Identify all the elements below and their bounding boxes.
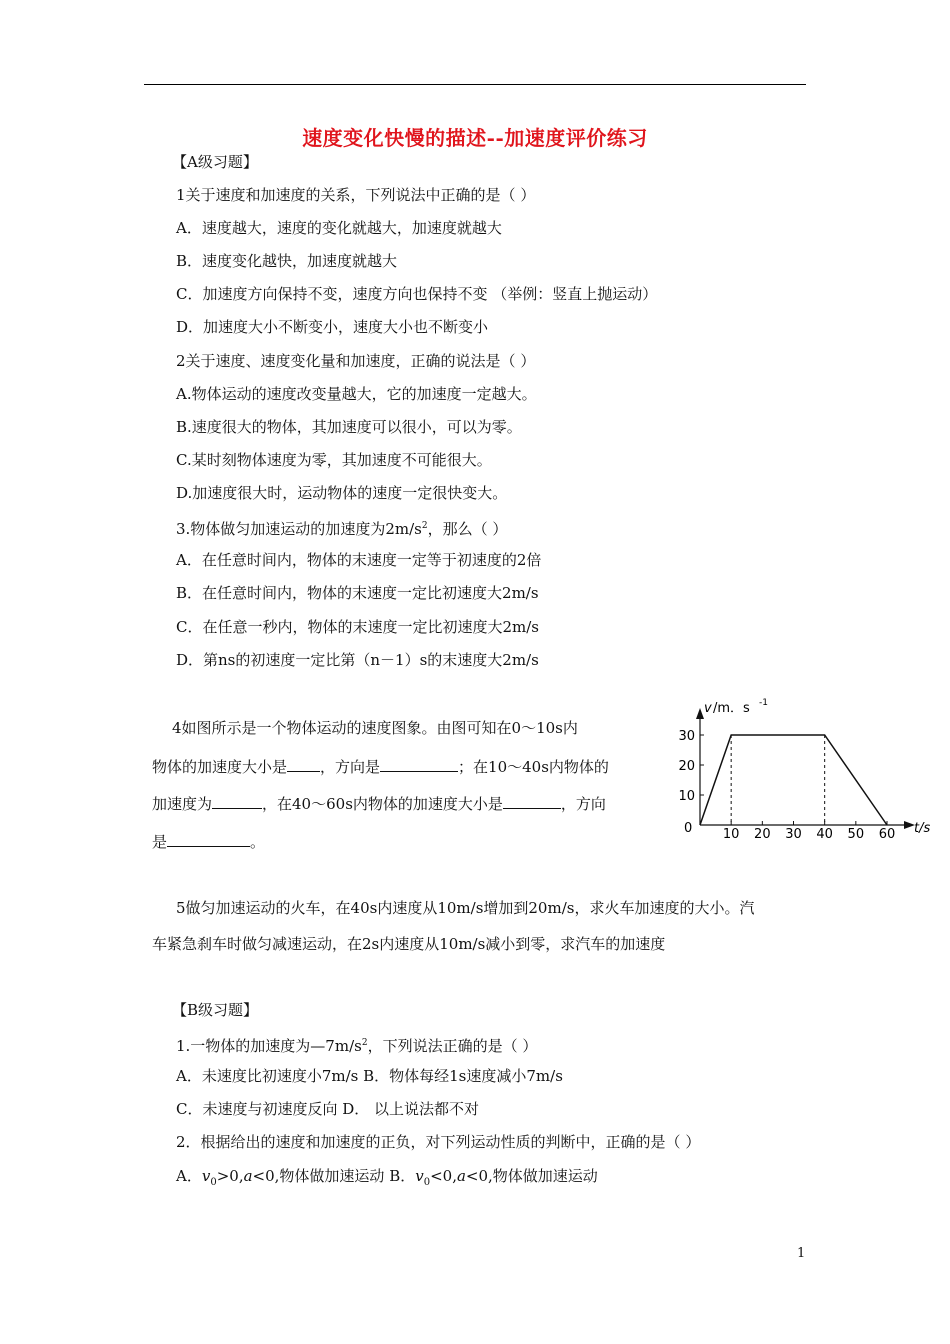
- b-q2-stem: 2．根据给出的速度和加速度的正负，对下列运动性质的判断中，正确的是（ ）: [176, 1133, 701, 1151]
- q4-text: ；在10～40s内物体的: [458, 758, 609, 776]
- q3-option-d: D．第ns的初速度一定比第（n－1）s的末速度大2m/s: [176, 651, 539, 669]
- velocity-subscript: 0: [423, 1177, 431, 1188]
- y-tick-label: 20: [678, 759, 695, 774]
- x-tick-label: 40: [816, 827, 833, 842]
- q4-text: 加速度为: [152, 795, 213, 813]
- x-tick-label: 30: [785, 827, 802, 842]
- velocity-symbol: v: [201, 1167, 211, 1185]
- q4-line-3: [152, 792, 606, 814]
- x-tick-label: 50: [847, 827, 865, 842]
- q2-option-c: C.某时刻物体速度为零，其加速度不可能很大。: [176, 451, 492, 469]
- q3-stem-end: ，那么（ ）: [427, 520, 508, 538]
- y-axis-label-exponent: -1: [759, 698, 768, 708]
- q4-text: ，方向: [560, 795, 606, 813]
- b-q1-stem-text: 1.一物体的加速度为—7m/s: [176, 1037, 362, 1055]
- q4-line-4: [152, 830, 265, 852]
- x-tick-label: 60: [878, 827, 896, 842]
- q1-option-d: D．加速度大小不断变小，速度大小也不断变小: [176, 318, 489, 336]
- q3-option-a: A．在任意时间内，物体的末速度一定等于初速度的2倍: [176, 551, 542, 569]
- x-tick-label: 10: [722, 827, 740, 842]
- q4-line-2: [152, 755, 609, 777]
- velocity-time-chart: [676, 693, 940, 843]
- q3-stem-superscript: 2: [421, 521, 428, 531]
- origin-label: 0: [684, 821, 693, 836]
- q1-option-a: A．速度越大，速度的变化就越大，加速度就越大: [176, 219, 502, 237]
- q2-stem: 2关于速度、速度变化量和加速度，正确的说法是（ ）: [176, 352, 536, 370]
- answer-blank[interactable]: [503, 792, 561, 809]
- q1-stem: 1关于速度和加速度的关系，下列说法中正确的是（ ）: [176, 186, 536, 204]
- q3-stem-text: 3.物体做匀加速运动的加速度为2m/s: [176, 520, 422, 538]
- header-rule: [144, 84, 806, 85]
- answer-blank[interactable]: [287, 755, 320, 772]
- q4-text: 物体的加速度大小是: [152, 758, 288, 776]
- section-a-heading: 【A级习题】: [172, 153, 258, 171]
- q2-option-b: B.速度很大的物体，其加速度可以很小，可以为零。: [176, 418, 522, 436]
- q2-option-a: A.物体运动的速度改变量越大，它的加速度一定越大。: [176, 385, 537, 403]
- b-q1-options-ab: A．未速度比初速度小7m/s B．物体每经1s速度减小7m/s: [176, 1067, 563, 1085]
- q5-line-1: 5做匀加速运动的火车，在40s内速度从10m/s增加到20m/s，求火车加速度的大小。汽: [176, 899, 755, 917]
- b-q1-options-cd: C．未速度与初速度反向 D． 以上说法都不对: [176, 1100, 480, 1118]
- x-tick-label: 20: [754, 827, 771, 842]
- q4-text: ，在40～60s内物体的加速度大小是: [262, 795, 503, 813]
- q1-option-b: B．速度变化越快，加速度就越大: [176, 252, 398, 270]
- option-text: A．: [176, 1167, 202, 1185]
- q4-text: 。: [250, 833, 266, 851]
- b-q1-stem-superscript: 2: [361, 1038, 368, 1048]
- y-tick-label: 10: [678, 789, 695, 804]
- page-title: 速度变化快慢的描述--加速度评价练习: [302, 126, 648, 150]
- q3-stem: [176, 516, 507, 539]
- b-q2-options-ab: [176, 1166, 598, 1193]
- acceleration-symbol: a: [456, 1167, 466, 1185]
- velocity-symbol: v: [415, 1167, 424, 1185]
- q2-option-d: D.加速度很大时，运动物体的速度一定很快变大。: [176, 484, 508, 502]
- b-q1-stem: [176, 1033, 537, 1056]
- answer-blank[interactable]: [167, 830, 250, 847]
- option-text: <0,物体做加速运动 B．: [252, 1167, 416, 1185]
- b-q1-stem-end: ，下列说法正确的是（ ）: [367, 1037, 538, 1055]
- q4-line-1: 4如图所示是一个物体运动的速度图象。由图可知在0～10s内: [172, 719, 578, 737]
- y-tick-label: 30: [678, 729, 695, 744]
- q1-option-c: C．加速度方向保持不变，速度方向也保持不变 （举例：竖直上抛运动）: [176, 285, 658, 303]
- acceleration-symbol: a: [243, 1167, 253, 1185]
- y-axis-arrow: [696, 708, 704, 719]
- answer-blank[interactable]: [380, 755, 458, 772]
- velocity-line-series: [700, 735, 887, 825]
- q4-text: ，方向是: [320, 758, 381, 776]
- q3-option-b: B．在任意时间内，物体的末速度一定比初速度大2m/s: [176, 584, 539, 602]
- option-text: <0,: [430, 1167, 457, 1185]
- x-axis-label: t/s: [914, 821, 931, 836]
- page-number: 1: [797, 1246, 806, 1261]
- velocity-subscript: 0: [210, 1177, 217, 1188]
- q4-text: 是: [152, 833, 168, 851]
- q3-option-c: C．在任意一秒内，物体的末速度一定比初速度大2m/s: [176, 618, 539, 636]
- option-text: <0,物体做加速运动: [465, 1167, 598, 1185]
- section-b-heading: 【B级习题】: [172, 1001, 259, 1019]
- y-axis-label-v: v: [704, 701, 712, 716]
- y-axis-label-unit: /m．s: [713, 701, 750, 716]
- q5-line-2: 车紧急刹车时做匀减速运动，在2s内速度从10m/s减小到零，求汽车的加速度: [152, 935, 666, 953]
- answer-blank[interactable]: [212, 792, 262, 809]
- option-text: >0,: [216, 1167, 244, 1185]
